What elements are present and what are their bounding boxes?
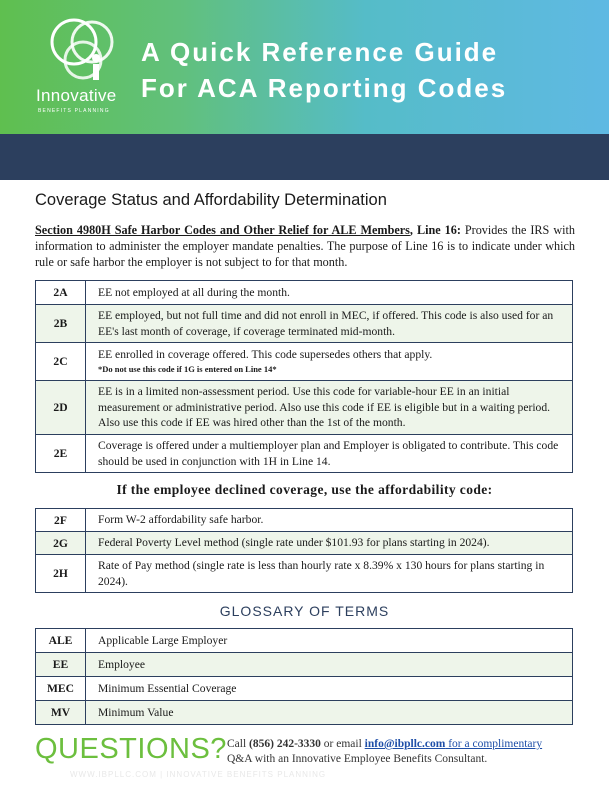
description-cell: EE employed, but not full time and did not enroll in MEC, if offered. This code is also used for an EE's last month of coverage, if coverage terminated mid-month. xyxy=(86,305,573,343)
phone-number[interactable]: (856) 242-3330 xyxy=(249,738,321,750)
contact-line-2: Q&A with an Innovative Employee Benefits Consultant. xyxy=(227,753,488,765)
section-heading: Coverage Status and Affordability Determination xyxy=(35,191,387,209)
or-email-label: or email xyxy=(320,738,365,750)
questions-heading: QUESTIONS? xyxy=(35,733,227,765)
description-cell: EE is in a limited non-assessment period. Use this code for variable-hour EE in an initial measurement or administrative period. Also use this code if EE is eligible but in a waiting period. Also use this code if EE was hired other than the 1st of the month. xyxy=(86,381,573,435)
code-cell: 2H xyxy=(36,555,86,593)
email-link[interactable]: info@ibpllc.com xyxy=(364,738,446,750)
description-cell: EE not employed at all during the month. xyxy=(86,281,573,305)
table-row xyxy=(36,677,573,701)
intro-paragraph xyxy=(35,222,575,270)
term-cell: MEC xyxy=(36,677,86,701)
table-row xyxy=(36,381,573,435)
logo-circles-icon xyxy=(44,14,124,86)
code-cell: 2D xyxy=(36,381,86,435)
description-cell: Coverage is offered under a multiemployer plan and Employer is obligated to contribute. This code should be used in conjunction with 1H in Line 14. xyxy=(86,435,573,473)
table-row xyxy=(36,653,573,677)
page-title xyxy=(141,34,601,106)
description-text: EE enrolled in coverage offered. This code supersedes others that apply. xyxy=(98,348,433,362)
table-row xyxy=(36,532,573,555)
intro-text: Provides the IRS with information to administer the employer mandate penalties. The purpose of Line 16 is to indicate under which rule or safe harbor the employer is not subject to for that month. xyxy=(35,223,575,269)
line16-codes-table xyxy=(35,280,573,473)
company-logo xyxy=(30,14,140,124)
header-band xyxy=(0,134,609,180)
term-cell: MV xyxy=(36,701,86,725)
logo-wordmark: Innovative xyxy=(36,86,117,105)
code-note: *Do not use this code if 1G is entered on Line 14* xyxy=(98,363,277,374)
code-cell: 2F xyxy=(36,509,86,532)
affordability-codes-table xyxy=(35,508,573,593)
code-cell: 2G xyxy=(36,532,86,555)
table-row xyxy=(36,555,573,593)
glossary-heading: GLOSSARY OF TERMS xyxy=(219,603,390,619)
logo-tagline: BENEFITS PLANNING xyxy=(38,108,110,114)
table-row xyxy=(36,435,573,473)
contact-line-1 xyxy=(227,737,587,752)
table-row xyxy=(36,701,573,725)
contact-info xyxy=(227,737,587,767)
description-cell: Form W-2 affordability safe harbor. xyxy=(86,509,573,532)
term-cell: EE xyxy=(36,653,86,677)
table-row xyxy=(36,509,573,532)
title-line-1: A Quick Reference Guide xyxy=(141,37,499,67)
table-row xyxy=(36,305,573,343)
complimentary-link[interactable]: for a complimentary xyxy=(445,738,543,750)
faint-footer-text: WWW.IBPLLC.COM | INNOVATIVE BENEFITS PLANNING xyxy=(70,770,327,779)
code-cell: 2B xyxy=(36,305,86,343)
intro-lead: Section 4980H Safe Harbor Codes and Other Relief for ALE Members xyxy=(35,223,410,237)
description-cell xyxy=(86,343,573,381)
table-row xyxy=(36,281,573,305)
definition-cell: Employee xyxy=(86,653,573,677)
table-row xyxy=(36,343,573,381)
code-cell: 2C xyxy=(36,343,86,381)
title-line-2: For ACA Reporting Codes xyxy=(141,73,508,103)
call-label: Call xyxy=(227,738,250,750)
definition-cell: Minimum Value xyxy=(86,701,573,725)
description-cell: Federal Poverty Level method (single rate under $101.93 for plans starting in 2024). xyxy=(86,532,573,555)
intro-lead-suffix: , Line 16: xyxy=(409,223,461,237)
table-row xyxy=(36,629,573,653)
code-cell: 2A xyxy=(36,281,86,305)
description-cell: Rate of Pay method (single rate is less than hourly rate x 8.39% x 130 hours for plans starting in 2024). xyxy=(86,555,573,593)
definition-cell: Applicable Large Employer xyxy=(86,629,573,653)
header-banner xyxy=(0,0,609,134)
definition-cell: Minimum Essential Coverage xyxy=(86,677,573,701)
glossary-table xyxy=(35,628,573,725)
term-cell: ALE xyxy=(36,629,86,653)
code-cell: 2E xyxy=(36,435,86,473)
affordability-heading: If the employee declined coverage, use the affordability code: xyxy=(116,482,493,497)
